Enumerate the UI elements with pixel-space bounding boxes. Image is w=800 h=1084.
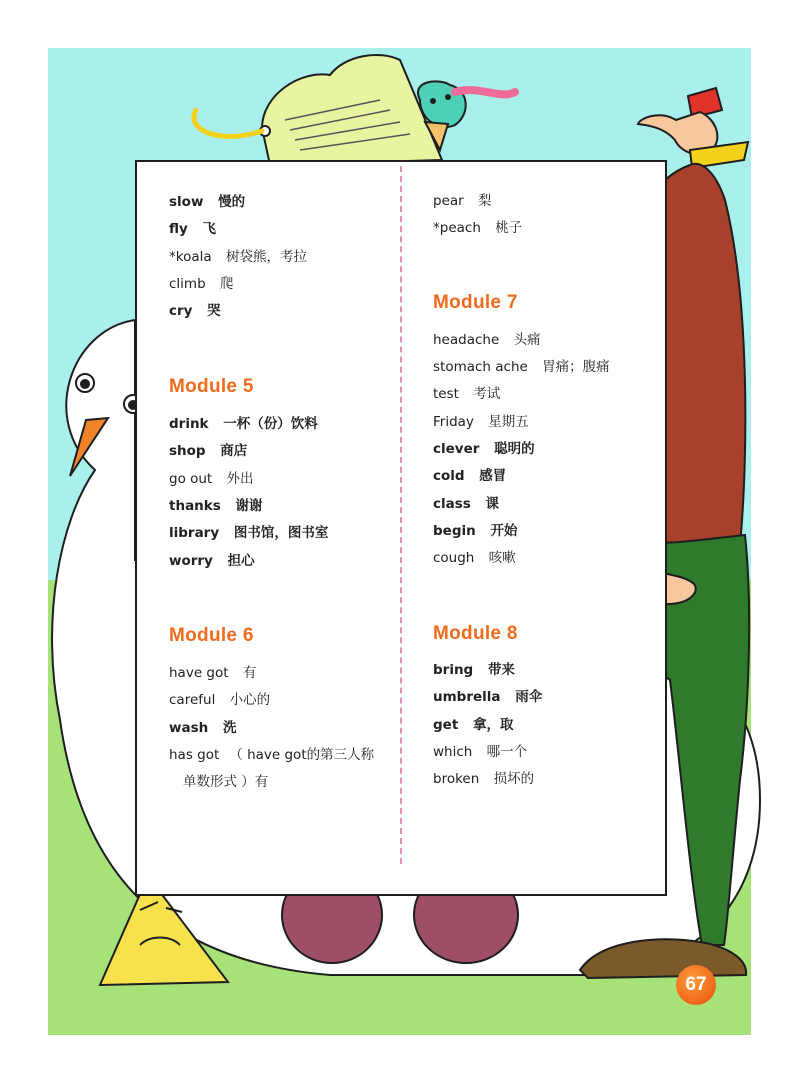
word-entry-continuation: 单数形式 ）有 — [183, 774, 269, 790]
word-entry: climb 爬 — [169, 276, 234, 292]
module-7-heading: Module 7 — [433, 292, 518, 313]
word-entry: careful 小心的 — [169, 692, 271, 708]
word-entry: *koala 树袋熊，考拉 — [169, 249, 307, 265]
word-entry: stomach ache 胃痛；腹痛 — [433, 359, 610, 375]
word-entry: fly 飞 — [169, 221, 217, 237]
word-entry: slow 慢的 — [169, 194, 246, 210]
word-entry: broken 损坏的 — [433, 771, 535, 787]
word-entry: worry 担心 — [169, 553, 255, 569]
word-entry: test 考试 — [433, 386, 501, 402]
module-8-heading: Module 8 — [433, 623, 518, 644]
word-entry: clever 聪明的 — [433, 441, 535, 457]
word-entry: bring 带来 — [433, 662, 515, 678]
word-entry: pear 梨 — [433, 193, 492, 209]
word-entry: headache 头痛 — [433, 332, 541, 348]
page-number: 67 — [676, 965, 716, 1005]
word-entry: which 哪一个 — [433, 744, 528, 760]
word-entry: cold 感冒 — [433, 468, 507, 484]
word-list-page — [135, 160, 667, 896]
word-entry: shop 商店 — [169, 443, 248, 459]
word-entry: cough 咳嗽 — [433, 550, 516, 566]
word-entry: drink 一杯（份）饮料 — [169, 416, 318, 432]
word-entry: cry 哭 — [169, 303, 221, 319]
word-entry: thanks 谢谢 — [169, 498, 263, 514]
word-entry: Friday 星期五 — [433, 414, 529, 430]
word-entry: have got 有 — [169, 665, 257, 681]
module-6-heading: Module 6 — [169, 625, 254, 646]
column-divider — [400, 166, 402, 864]
word-entry: go out 外出 — [169, 471, 254, 487]
word-entry: begin 开始 — [433, 523, 518, 539]
word-entry: *peach 桃子 — [433, 220, 523, 236]
module-5-heading: Module 5 — [169, 376, 254, 397]
word-entry: library 图书馆，图书室 — [169, 525, 329, 541]
word-entry: has got （ have got的第三人称 — [169, 747, 375, 763]
word-entry: wash 洗 — [169, 720, 237, 736]
word-entry: umbrella 雨伞 — [433, 689, 543, 705]
word-entry: class 课 — [433, 496, 500, 512]
word-entry: get 拿，取 — [433, 717, 514, 733]
